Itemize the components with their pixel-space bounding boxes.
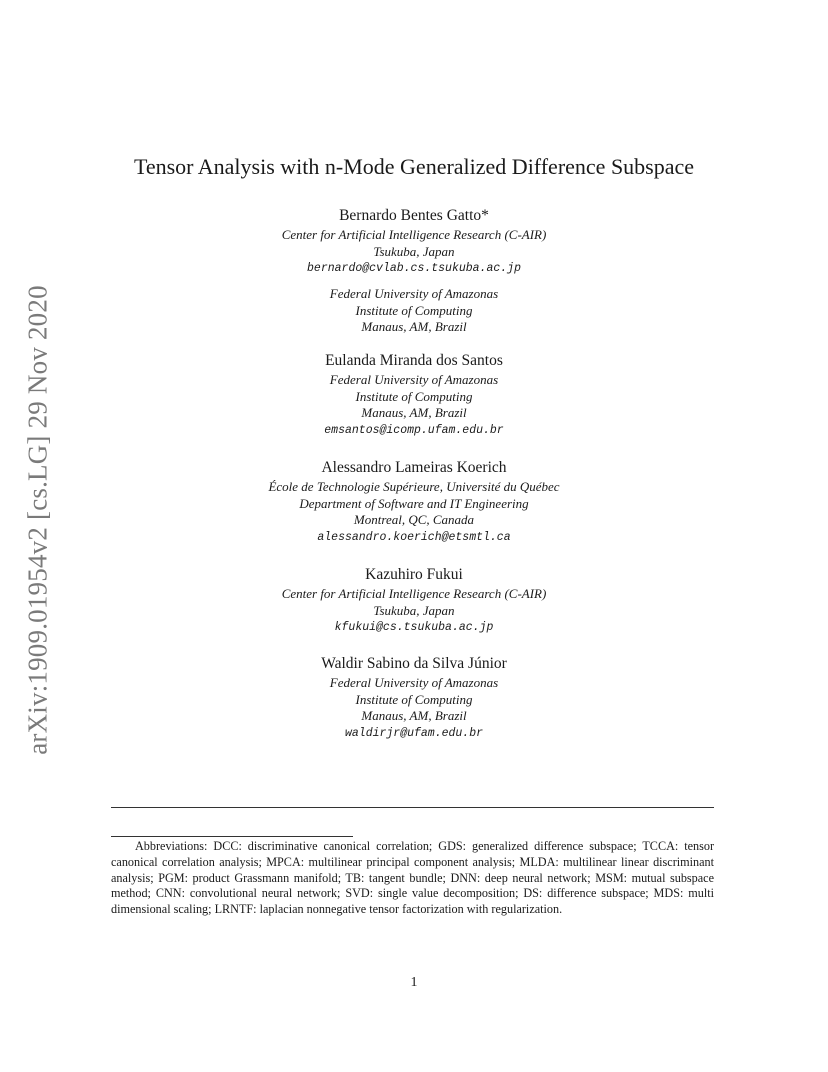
author-name: Waldir Sabino da Silva Júnior <box>321 655 507 672</box>
affiliation-line: Federal University of Amazonas <box>329 372 499 387</box>
affiliation <box>0 586 828 637</box>
author-email[interactable]: kfukui@cs.tsukuba.ac.jp <box>334 621 494 634</box>
affiliation <box>0 286 828 336</box>
affiliation-line: Manaus, AM, Brazil <box>361 708 467 723</box>
affiliation-line: École de Technologie Supérieure, Université du Québec <box>268 479 560 494</box>
author-block-5 <box>0 653 828 743</box>
author-name: Kazuhiro Fukui <box>365 566 463 583</box>
author-block-4 <box>0 564 828 637</box>
affiliation-line: Institute of Computing <box>355 691 473 707</box>
footnote-rule <box>111 836 353 837</box>
affiliation-line: Montreal, QC, Canada <box>353 512 475 527</box>
affiliation-line: Federal University of Amazonas <box>329 675 499 690</box>
paper-title: Tensor Analysis with n-Mode Generalized Difference Subspace <box>133 154 695 179</box>
author-email[interactable]: alessandro.koerich@etsmtl.ca <box>317 530 511 544</box>
abbreviations-footnote: Abbreviations: DCC: discriminative canonical correlation; GDS: generalized difference subspace; TCCA: tensor canonical correlation analysis; MPCA: multilinear principal component analysis; MLDA: multilinear linear discriminant analysis; PGM: product Grassmann manifold; TB: tangent bundle; DNN: deep neural network; MSM: mutual subspace method; CNN: convolutional neural network; SVD: single value decomposition; DS: difference subspace; MDS: multi dimensional scaling; LRNTF: laplacian nonnegative tensor factorization with regularization. <box>111 839 714 917</box>
affiliation-line: Center for Artificial Intelligence Research (C-AIR) <box>281 586 547 601</box>
section-rule <box>111 807 714 808</box>
affiliation <box>0 675 828 743</box>
affiliation-line: Manaus, AM, Brazil <box>361 319 467 334</box>
affiliation-line: Institute of Computing <box>355 388 473 404</box>
author-email[interactable]: waldirjr@ufam.edu.br <box>344 726 484 740</box>
author-email[interactable]: emsantos@icomp.ufam.edu.br <box>324 423 504 437</box>
affiliation <box>0 227 828 278</box>
author-name: Bernardo Bentes Gatto* <box>339 207 489 224</box>
author-email[interactable]: bernardo@cvlab.cs.tsukuba.ac.jp <box>307 262 521 275</box>
author-block-1 <box>0 205 828 336</box>
author-name: Eulanda Miranda dos Santos <box>325 352 503 369</box>
affiliation <box>0 479 828 547</box>
author-name: Alessandro Lameiras Koerich <box>321 459 507 476</box>
author-block-3 <box>0 457 828 547</box>
affiliation <box>0 372 828 440</box>
affiliation-line: Tsukuba, Japan <box>373 243 455 259</box>
affiliation-line: Institute of Computing <box>355 302 473 318</box>
page-number: 1 <box>410 975 418 990</box>
author-block-2 <box>0 350 828 440</box>
affiliation-line: Center for Artificial Intelligence Research (C-AIR) <box>281 227 547 242</box>
affiliation-line: Manaus, AM, Brazil <box>361 405 467 420</box>
affiliation-line: Tsukuba, Japan <box>373 602 455 618</box>
affiliation-line: Department of Software and IT Engineering <box>299 495 529 511</box>
affiliation-line: Federal University of Amazonas <box>329 286 499 301</box>
arxiv-identifier: arXiv:1909.01954v2 [cs.LG] 29 Nov 2020 <box>22 285 53 755</box>
